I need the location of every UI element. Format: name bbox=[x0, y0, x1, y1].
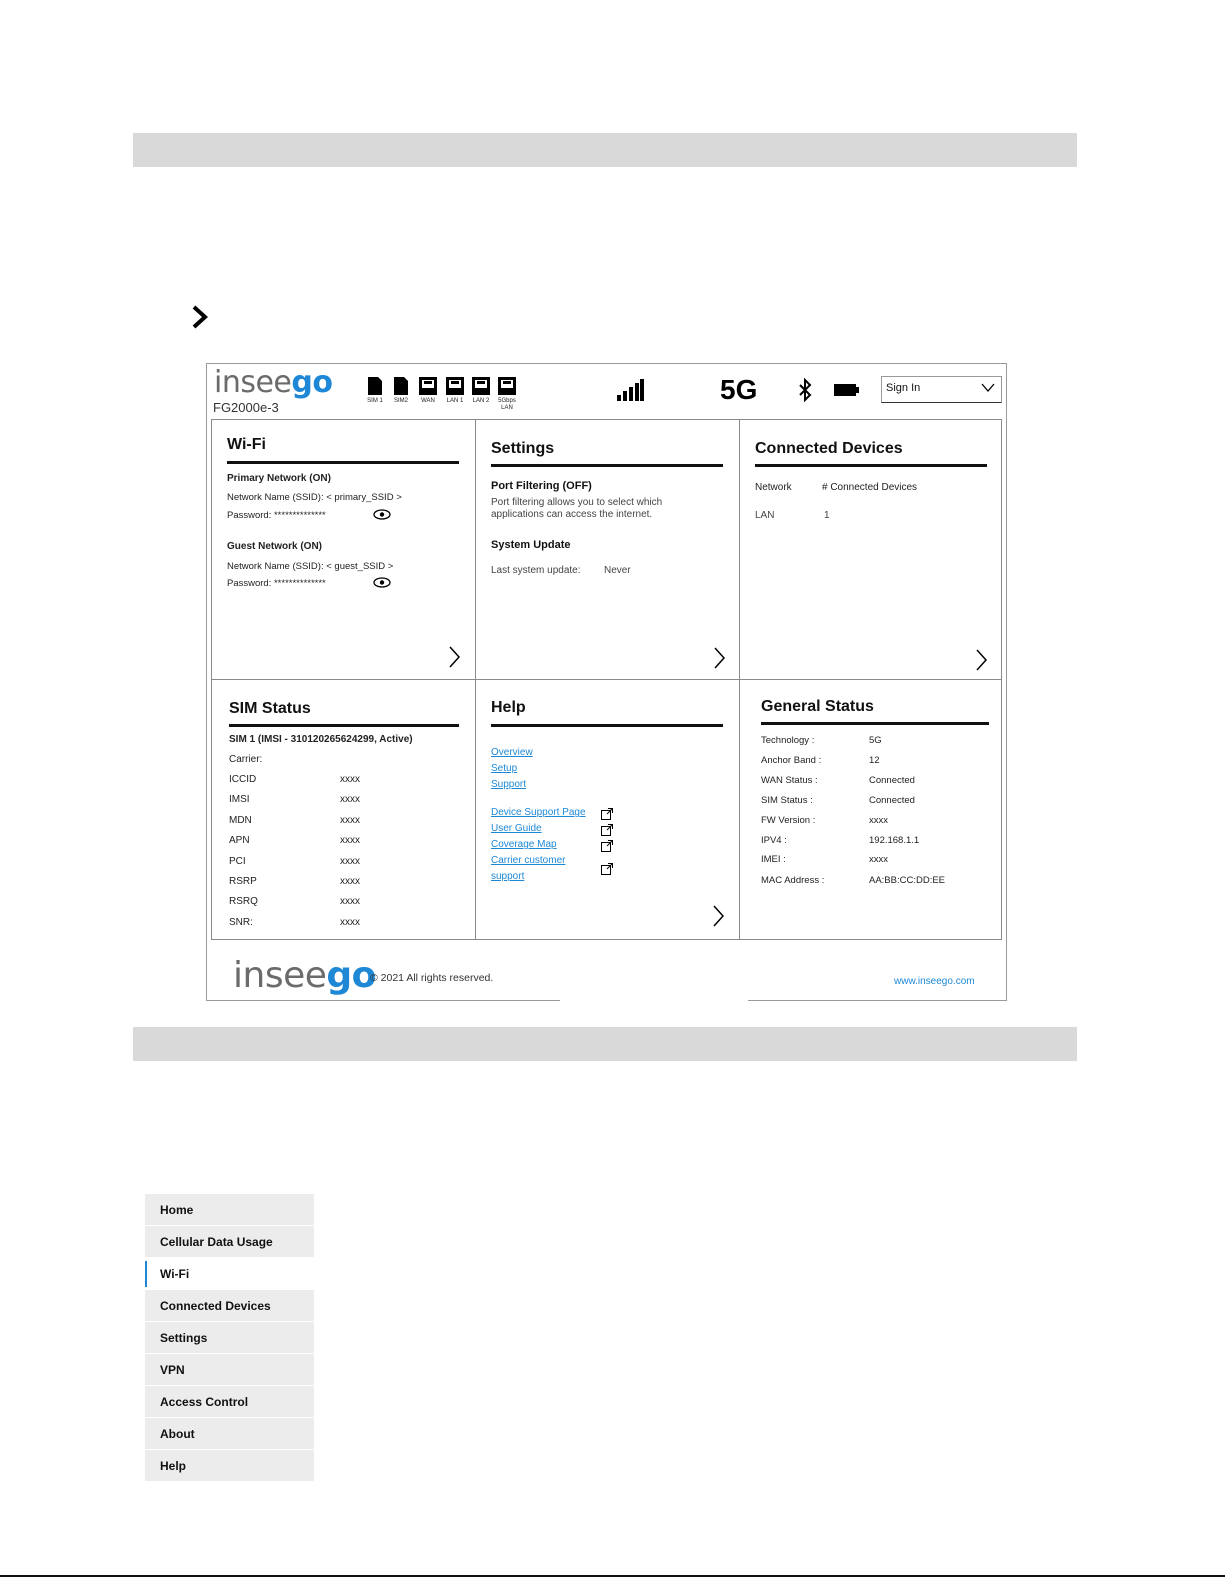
port-filtering-description: Port filtering allows you to select which bbox=[491, 497, 663, 508]
status-row-value: 12 bbox=[869, 755, 880, 766]
title-underline bbox=[755, 464, 987, 467]
status-row-label: MAC Address : bbox=[761, 875, 825, 886]
external-link-icon[interactable] bbox=[601, 808, 613, 820]
last-update-label: Last system update: bbox=[491, 565, 581, 576]
chevron-right-icon[interactable] bbox=[713, 647, 725, 669]
sign-in-dropdown[interactable] bbox=[881, 376, 1002, 403]
help-link-overview[interactable]: Overview bbox=[491, 747, 533, 758]
port-label: WAN bbox=[421, 398, 435, 404]
ethernet-port-icon bbox=[445, 376, 465, 396]
5gbps-lan-port-status bbox=[493, 376, 521, 412]
help-link-setup[interactable]: Setup bbox=[491, 763, 518, 774]
sidebar-item-access-control[interactable]: Access Control bbox=[145, 1386, 314, 1417]
carrier-label: Carrier: bbox=[229, 754, 263, 765]
sim-status-panel bbox=[212, 680, 476, 939]
section-header-bar bbox=[133, 133, 1077, 167]
show-password-icon[interactable] bbox=[373, 509, 391, 520]
wifi-panel bbox=[212, 420, 476, 680]
guest-ssid: Network Name (SSID): < guest_SSID > bbox=[227, 561, 394, 572]
sim-row-label: IMSI bbox=[229, 794, 250, 805]
device-network-cell: LAN bbox=[755, 510, 775, 521]
device-count-cell: 1 bbox=[824, 510, 830, 521]
sim-row-value: xxxx bbox=[340, 794, 360, 805]
router-dashboard-screenshot bbox=[206, 363, 1007, 1001]
sim-row-value: xxxx bbox=[340, 896, 360, 907]
status-row-value: Connected bbox=[869, 775, 915, 786]
status-row-value: 5G bbox=[869, 735, 882, 746]
title-underline bbox=[229, 724, 459, 727]
status-row-value: Connected bbox=[869, 795, 915, 806]
bluetooth-icon bbox=[798, 378, 812, 402]
port-label: LAN 1 bbox=[446, 398, 464, 404]
ethernet-port-icon bbox=[418, 376, 438, 396]
sign-in-label: Sign In bbox=[886, 382, 921, 394]
primary-ssid: Network Name (SSID): < primary_SSID > bbox=[227, 492, 402, 503]
status-row-label: IMEI : bbox=[761, 854, 786, 865]
sim2-status bbox=[387, 376, 415, 405]
status-row-label: SIM Status : bbox=[761, 795, 813, 806]
page-bottom-rule bbox=[0, 1575, 1225, 1577]
frame-gap bbox=[560, 998, 748, 1003]
panel-title: Wi-Fi bbox=[227, 436, 266, 453]
sim-row-value: xxxx bbox=[340, 876, 360, 887]
status-row-label: FW Version : bbox=[761, 815, 816, 826]
device-support-page-link[interactable]: Device Support Page bbox=[491, 807, 586, 818]
panel-title: General Status bbox=[761, 698, 874, 715]
battery-icon bbox=[834, 383, 860, 397]
coverage-map-link[interactable]: Coverage Map bbox=[491, 839, 557, 850]
sim-row-label: APN bbox=[229, 835, 250, 846]
chevron-right-icon[interactable] bbox=[712, 905, 724, 927]
ethernet-port-icon bbox=[471, 376, 491, 396]
router-header bbox=[207, 364, 1006, 420]
signal-icon bbox=[616, 379, 644, 401]
external-link-icon[interactable] bbox=[601, 824, 613, 836]
chevron-right-icon[interactable] bbox=[975, 649, 987, 671]
settings-panel bbox=[476, 420, 740, 680]
sidebar-item-help[interactable]: Help bbox=[145, 1450, 314, 1481]
help-panel bbox=[476, 680, 740, 939]
sim-row-value: xxxx bbox=[340, 835, 360, 846]
column-header-network: Network bbox=[755, 482, 792, 493]
copyright-text: © 2021 All rights reserved. bbox=[370, 972, 494, 984]
sim-row-value: xxxx bbox=[340, 917, 360, 928]
sim1-status bbox=[361, 376, 389, 405]
sidebar-item-home[interactable]: Home bbox=[145, 1194, 314, 1225]
status-row-value: xxxx bbox=[869, 815, 888, 826]
chevron-right-icon bbox=[190, 304, 210, 330]
sidebar-item-wifi[interactable]: Wi-Fi bbox=[145, 1258, 314, 1289]
status-row-label: IPV4 : bbox=[761, 835, 787, 846]
sim-card-icon bbox=[393, 376, 409, 396]
sim-row-label: MDN bbox=[229, 815, 252, 826]
guest-password: Password: ************** bbox=[227, 578, 326, 589]
panel-title: Settings bbox=[491, 440, 555, 457]
inseego-footer-logo: inseego bbox=[233, 955, 376, 996]
panel-title: Connected Devices bbox=[755, 440, 903, 457]
column-header-count: # Connected Devices bbox=[822, 482, 918, 493]
show-password-icon[interactable] bbox=[373, 577, 391, 588]
primary-network-heading: Primary Network (ON) bbox=[227, 473, 331, 484]
status-row-label: WAN Status : bbox=[761, 775, 818, 786]
port-label: LAN 2 bbox=[472, 398, 490, 404]
sim-heading: SIM 1 (IMSI - 310120265624299, Active) bbox=[229, 734, 413, 745]
sidebar-item-settings[interactable]: Settings bbox=[145, 1322, 314, 1353]
system-update-heading: System Update bbox=[491, 539, 571, 551]
sim-row-label: RSRQ bbox=[229, 896, 258, 907]
guest-network-heading: Guest Network (ON) bbox=[227, 541, 323, 552]
sidebar-item-about[interactable]: About bbox=[145, 1418, 314, 1449]
port-label: 5Gbps LAN bbox=[498, 398, 516, 411]
external-link-icon[interactable] bbox=[601, 863, 613, 875]
lan2-port-status bbox=[467, 376, 495, 405]
port-filtering-heading: Port Filtering (OFF) bbox=[491, 480, 592, 492]
port-label: SIM2 bbox=[393, 398, 408, 404]
status-row-value: xxxx bbox=[869, 854, 888, 865]
carrier-support-link[interactable]: Carrier customer bbox=[491, 855, 566, 866]
title-underline bbox=[227, 461, 459, 464]
external-link-icon[interactable] bbox=[601, 840, 613, 852]
wan-port-status bbox=[414, 376, 442, 405]
chevron-right-icon[interactable] bbox=[448, 646, 460, 668]
sim-row-value: xxxx bbox=[340, 856, 360, 867]
primary-password: Password: ************** bbox=[227, 510, 326, 521]
help-link-support[interactable]: Support bbox=[491, 779, 527, 790]
sidebar-nav bbox=[145, 1194, 314, 1482]
sim-card-icon bbox=[367, 376, 383, 396]
panel-title: SIM Status bbox=[229, 700, 311, 717]
sim-row-value: xxxx bbox=[340, 815, 360, 826]
port-filtering-description: applications can access the internet. bbox=[491, 509, 653, 520]
status-row-label: Technology : bbox=[761, 735, 815, 746]
title-underline bbox=[491, 724, 723, 727]
port-label: SIM 1 bbox=[367, 398, 383, 404]
status-row-value: 192.168.1.1 bbox=[869, 835, 920, 846]
sim-row-label: PCI bbox=[229, 856, 246, 867]
last-update-value: Never bbox=[604, 565, 631, 576]
section-header-bar bbox=[133, 1027, 1077, 1061]
general-status-panel bbox=[740, 680, 1001, 939]
network-type-indicator: 5G bbox=[720, 374, 758, 405]
sim-row-label: RSRP bbox=[229, 876, 257, 887]
user-guide-link[interactable]: User Guide bbox=[491, 823, 542, 834]
sim-row-value: xxxx bbox=[340, 774, 360, 785]
sidebar-item-connected-devices[interactable]: Connected Devices bbox=[145, 1290, 314, 1321]
device-model: FG2000e-3 bbox=[213, 400, 279, 415]
sim-row-label: SNR: bbox=[229, 917, 253, 928]
footer-website-link[interactable]: www.inseego.com bbox=[894, 976, 975, 987]
panel-title: Help bbox=[491, 699, 526, 716]
carrier-support-link[interactable]: support bbox=[491, 871, 525, 882]
sidebar-item-cellular-data-usage[interactable]: Cellular Data Usage bbox=[145, 1226, 314, 1257]
connected-devices-panel bbox=[740, 420, 1001, 680]
lan1-port-status bbox=[441, 376, 469, 405]
status-row-value: AA:BB:CC:DD:EE bbox=[869, 875, 946, 886]
chevron-down-icon bbox=[981, 383, 995, 393]
status-row-label: Anchor Band : bbox=[761, 755, 822, 766]
inseego-logo: inseego bbox=[214, 365, 333, 400]
sim-row-label: ICCID bbox=[229, 774, 257, 785]
title-underline bbox=[761, 722, 989, 725]
ethernet-port-icon bbox=[497, 376, 517, 396]
sidebar-item-vpn[interactable]: VPN bbox=[145, 1354, 314, 1385]
dashboard-grid bbox=[211, 419, 1002, 940]
title-underline bbox=[491, 464, 723, 467]
